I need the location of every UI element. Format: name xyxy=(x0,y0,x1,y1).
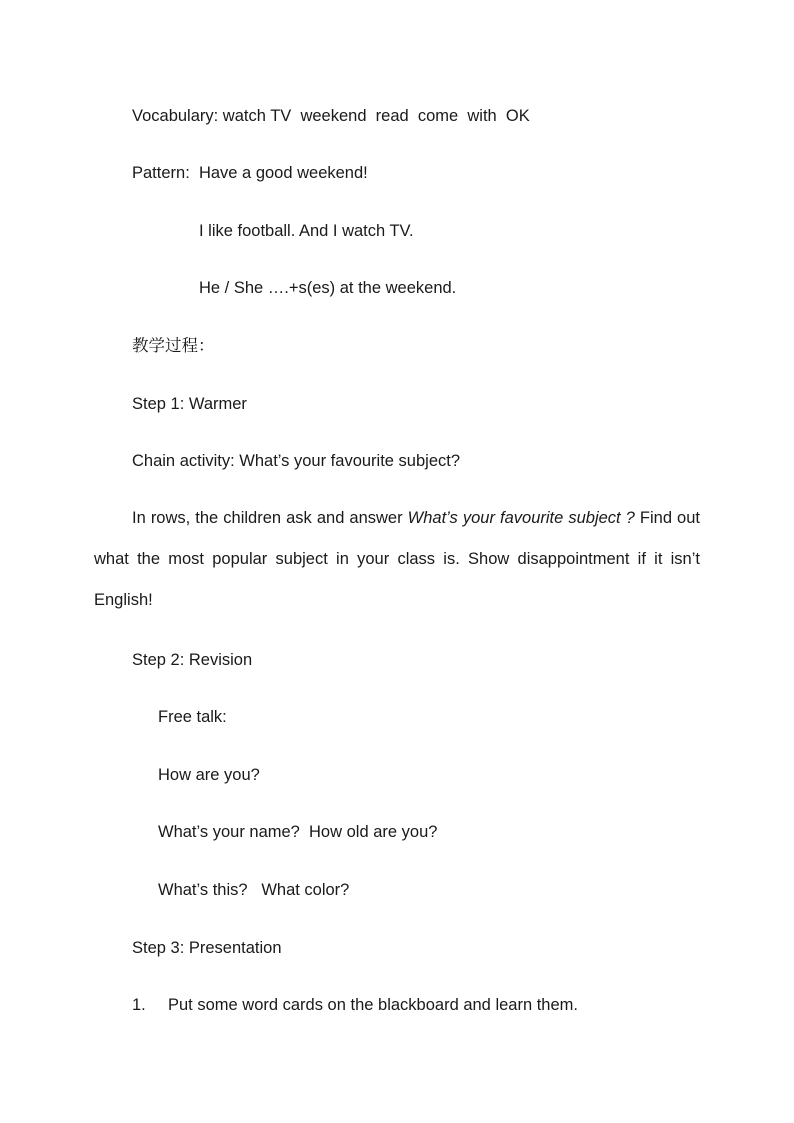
step2-item-name-age: What’s your name? How old are you? xyxy=(158,823,438,841)
vocabulary-line: Vocabulary: watch TV weekend read come with OK xyxy=(132,107,530,125)
process-heading: 教学过程： xyxy=(132,336,215,355)
pattern-example-1: I like football. And I watch TV. xyxy=(199,222,414,240)
step2-title: Step 2: Revision xyxy=(132,651,253,669)
step3-title: Step 3: Presentation xyxy=(132,939,282,957)
step3-item-1-text: Put some word cards on the blackboard and learn them. xyxy=(168,996,578,1014)
step3-item-1-number: 1. xyxy=(132,996,146,1014)
pattern-line: Pattern: Have a good weekend! xyxy=(132,164,368,182)
step2-item-free-talk: Free talk: xyxy=(158,708,227,726)
chain-activity-line: Chain activity: What’s your favourite subject? xyxy=(132,452,461,470)
step1-title: Step 1: Warmer xyxy=(132,395,247,413)
step2-item-this-color: What’s this? What color? xyxy=(158,881,350,899)
paragraph-italic-question: What’s your favourite subject ? xyxy=(407,509,635,527)
step2-item-how-are-you: How are you? xyxy=(158,766,260,784)
pattern-example-2: He / She ….+s(es) at the weekend. xyxy=(199,279,457,297)
paragraph-text-start: In rows, the children ask and answer xyxy=(132,509,408,527)
step1-paragraph xyxy=(94,498,700,621)
paragraph-text-end: Find out what the most popular subject in your class is. Show disappointment if it isn’t English! xyxy=(94,509,700,609)
